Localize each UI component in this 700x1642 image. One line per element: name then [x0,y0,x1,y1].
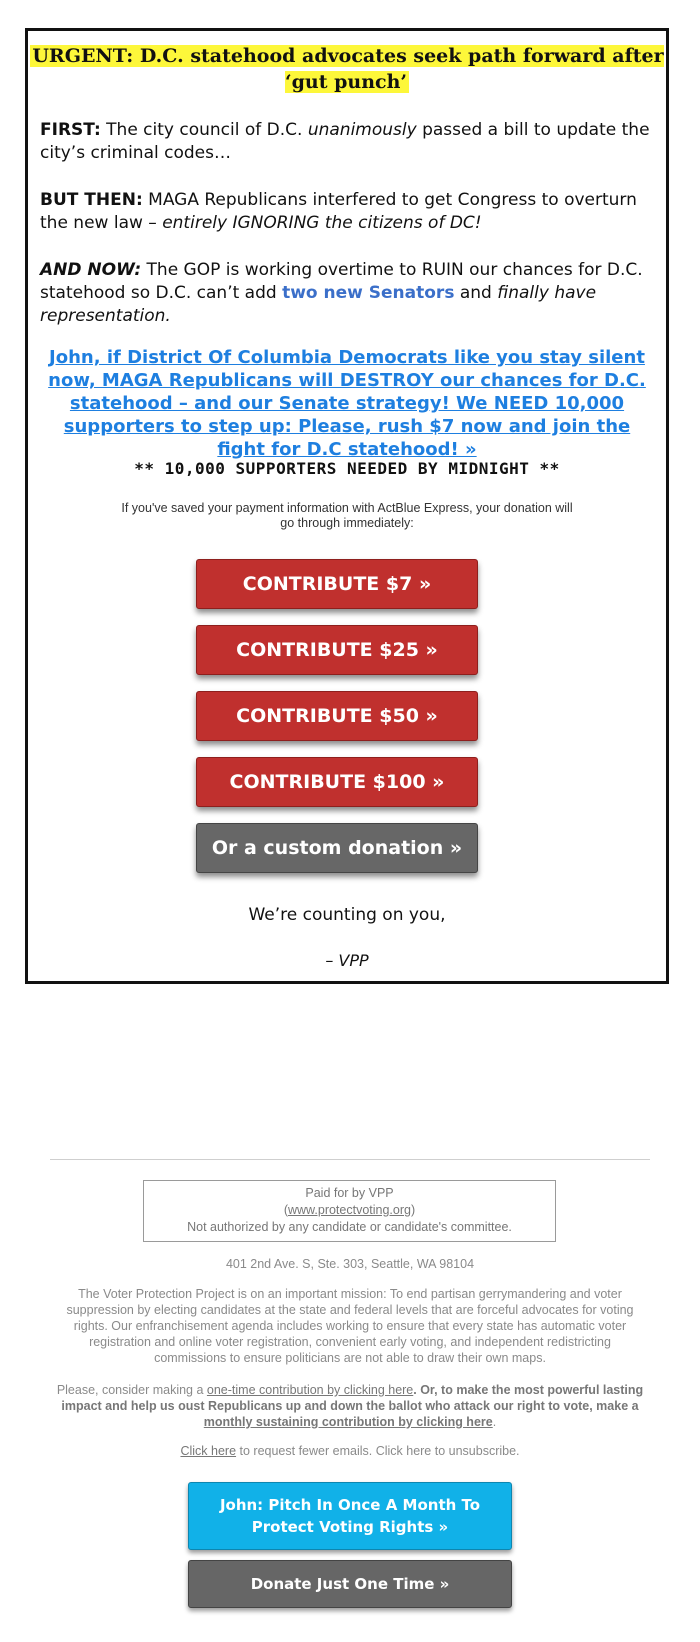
fewer-emails-link[interactable]: Click here [180,1444,237,1458]
consider-bold-text: . Or, to make the most powerful lasting impact and help us oust Republicans up and down the ballot who attack our right to vote, make a [61,1383,644,1413]
donate-cta-link[interactable]: John, if District Of Columbia Democrats like you stay silent now, MAGA Republicans will DESTROY our chances for D.C. statehood – and our Senate strategy! We NEED 10,000 supporters to step up: Please, rush $7 now and join the fight for D.C statehood! » [48,347,646,460]
email-preferences-line [55,1443,645,1459]
unsubscribe-text[interactable]: to request fewer emails. Click here to unsubscribe. [236,1444,520,1458]
paragraph-text: and [454,283,498,303]
not-authorized-line: Not authorized by any candidate or candidate's committee. [187,1220,512,1234]
headline-text: URGENT: D.C. statehood advocates seek path forward after ‘gut punch’ [32,45,664,93]
email-body [25,28,669,984]
contribute-100-button[interactable]: CONTRIBUTE $100 » [196,757,478,807]
one-time-contribution-link[interactable]: one-time contribution by clicking here [206,1383,414,1397]
one-time-donation-button[interactable]: Donate Just One Time » [188,1560,512,1608]
paren: ) [410,1203,416,1217]
paren: ( [283,1203,288,1217]
paragraph-text: passed a bill to update the city’s criminal codes… [40,120,650,163]
signoff: – VPP [325,951,369,970]
monthly-contribution-link[interactable]: monthly sustaining contribution by clicking here [203,1415,493,1429]
footer-divider [50,1159,650,1160]
actblue-express-note: If you've saved your payment information with ActBlue Express, your donation will go through immediately: [121,501,573,530]
mailing-address: 401 2nd Ave. S, Ste. 303, Seattle, WA 98104 [225,1257,475,1271]
paragraph-text: MAGA Republicans interfered to get Congress to overturn the new law – [40,190,637,233]
paragraph-emphasis: entirely IGNORING the citizens of DC! [162,213,482,233]
contribute-7-button[interactable]: CONTRIBUTE $7 » [196,559,478,609]
paid-for-box [143,1180,556,1242]
contribution-options-text [55,1382,645,1430]
closing-line: We’re counting on you, [248,905,446,925]
headline [28,43,666,95]
contribute-25-button[interactable]: CONTRIBUTE $25 » [196,625,478,675]
paragraph-lead: AND NOW: [40,260,142,280]
paragraph-highlight: two new Senators [282,283,455,303]
consider-text: . [492,1415,497,1429]
paragraph-and-now [40,259,652,328]
consider-text: Please, consider making a [56,1383,207,1397]
mission-statement: The Voter Protection Project is on an important mission: To end partisan gerrymandering and voter suppression by electing candidates at the state and federal levels that are forceful advocates for voting rights. Our enfranchisement agenda includes working to ensure that every state has automatic voter registration and online voter registration, convenient early voting, and independent redistricting commissions to ensure politicians are not able to draw their own maps. [66,1287,634,1365]
paragraph-emphasis: unanimously [307,120,417,140]
paragraph-lead: FIRST: [40,120,101,140]
monthly-donation-button[interactable]: John: Pitch In Once A Month To Protect Voting Rights » [188,1482,512,1550]
paragraph-but-then [40,189,652,235]
paragraph-first [40,119,652,165]
paragraph-text: The GOP is working overtime to RUIN our chances for D.C. statehood so D.C. can’t add [40,260,643,303]
custom-donation-button[interactable]: Or a custom donation » [196,823,478,873]
website-link[interactable]: www.protectvoting.org [288,1203,411,1217]
paid-for-line: Paid for by VPP [305,1186,394,1200]
paragraph-lead: BUT THEN: [40,190,143,210]
paragraph-text: The city council of D.C. [100,120,308,140]
paragraph-emphasis: finally have representation. [40,283,597,326]
supporters-needed-banner: ** 10,000 SUPPORTERS NEEDED BY MIDNIGHT ** [134,459,560,478]
website-line [144,1202,555,1219]
contribute-50-button[interactable]: CONTRIBUTE $50 » [196,691,478,741]
